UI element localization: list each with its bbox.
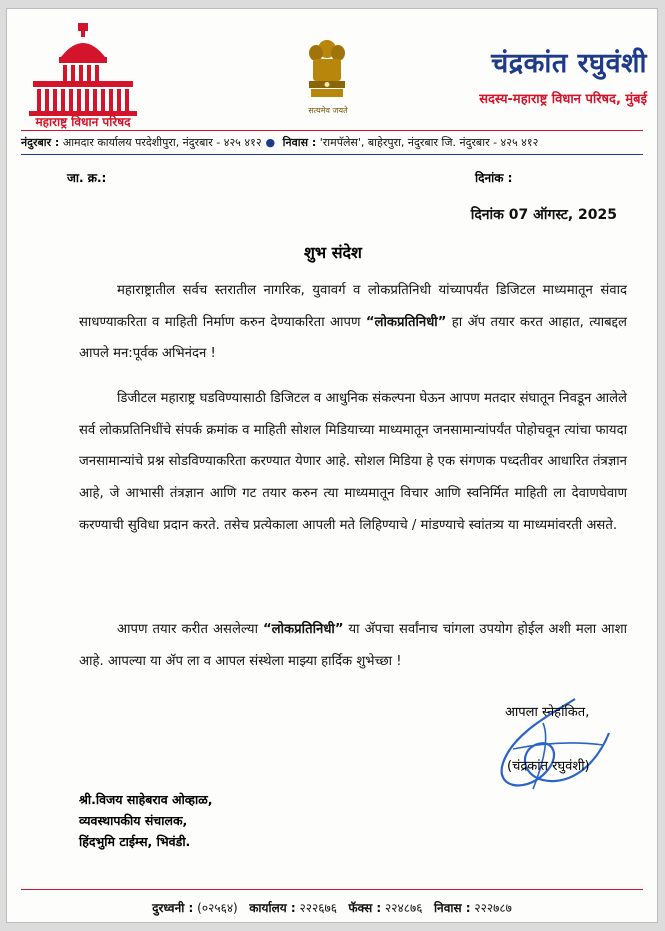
left-logo-caption: महाराष्ट्र विधान परिषद (35, 115, 131, 129)
app-name: “लोकप्रतिनिधी” (263, 622, 344, 637)
paragraph-2 (79, 383, 627, 542)
letter-heading: शुभ संदेश (304, 243, 362, 262)
address-line (21, 135, 643, 150)
app-name: “लोकप्रतिनिधी” (365, 314, 447, 330)
residence-label: निवास : (282, 136, 317, 149)
emblem-caption: सत्यमेव जयते (308, 106, 348, 115)
fax-number: २२४८७६ (385, 901, 423, 915)
fax-label: फॅक्स : (348, 901, 382, 915)
signatory-name: (चंद्रकांत रघुवंशी) (507, 759, 590, 774)
date-label: दिनांक : (475, 171, 513, 185)
reference-label: जा. क्र.: (67, 171, 107, 185)
office-address: आमदार कार्यालय परदेशीपुरा, नंदुरबार - ४२५ ४१२ (62, 136, 262, 149)
divider (21, 889, 643, 890)
paragraph-3-text-end: या ॲपचा सर्वांनाच चांगला उपयोग होईल अशी मला आशा आहे. आपल्या या ॲप ला व आपल संस्थेला माझ्या हार्दिक शुभेच्छा ! (79, 622, 627, 669)
addressee-name: श्री.विजय साहेबराव ओव्हाळ, (79, 792, 213, 807)
addressee-title: व्यवस्थापकीय संचालक, (79, 813, 188, 828)
paragraph-2-text: डिजीटल महाराष्ट्र घडविण्यासाठी डिजिटल व आधुनिक संकल्पना घेऊन आपण मतदार संघातून निवडून आलेले सर्व लोकप्रतिनिधींचे संपर्क क्रमांक व माहिती सोशल मिडियाच्या माध्यमातून जनसामान्यांपर्यंत पोहोचवून त्यांचा फायदा जनसामान्यांचे प्रश्न सोडविण्याकरिता करण्यात येणार आहे. सोशल मिडिया हे एक संगणक पध्दतीवर आधारित तंत्रज्ञान आहे, जे आभासी तंत्रज्ञान आणि गट तयार करुन त्या माध्यमातून विचार आणि स्वनिर्मित माहिती ला देवाणघेवाण करण्याची सुविधा प्रदान करते. तसेच प्रत्येकाला आपली मते लिहिण्याचे / मांडण्याचे स्वांतत्र्य या माध्यमांवरती असते. (79, 391, 627, 533)
office-phone-label: कार्यालय : (249, 901, 296, 915)
signature-label: आपला स्नेहांकित, (505, 705, 590, 720)
paragraph-1-text-end: हा ॲप तयार करत आहात, त्याबद्दल आपले मन:पूर्वक अभिनंदन ! (79, 314, 627, 362)
office-label: नंदुरबार : (21, 136, 60, 149)
bullet-icon: ● (265, 136, 276, 149)
paragraph-3 (79, 614, 627, 677)
paragraph-1-text: महाराष्ट्रातील सर्वच स्तरातील नागरिक, युवावर्ग व लोकप्रतिनिधी यांच्यापर्यंत डिजिटल माध्यमातून संवाद साधण्याकरिता व माहिती निर्माण करुन देण्याकरिता आपण (79, 283, 627, 330)
letterhead-page (6, 8, 658, 923)
addressee-block (79, 789, 213, 852)
phone-code: (०२५६४) (197, 901, 238, 915)
residence-address: 'रामपॅलेस', बाहेरपुरा, नंदुरबार जि. नंदुरबार - ४२५ ४१२ (319, 136, 539, 149)
residence-phone: २२२७८७ (474, 901, 512, 915)
paragraph-1 (79, 275, 627, 370)
sender-name: चंद्रकांत रघुवंशी (491, 48, 647, 79)
paragraph-3-text: आपण तयार करीत असलेल्या (117, 622, 263, 637)
addressee-org: हिंदभुमि टाईम्स, भिवंडी. (79, 834, 191, 849)
letter-date: दिनांक 07 ऑगस्ट, 2025 (470, 207, 617, 223)
sender-designation: सदस्य-महाराष्ट्र विधान परिषद, मुंबई (479, 92, 647, 107)
contact-footer (21, 899, 643, 916)
residence-phone-label: निवास : (433, 901, 471, 915)
office-phone: २२२६७६ (299, 901, 337, 915)
divider (21, 154, 643, 155)
divider (21, 130, 643, 131)
phone-label: दुरध्वनी : (152, 901, 194, 915)
state-emblem-icon (301, 37, 353, 101)
